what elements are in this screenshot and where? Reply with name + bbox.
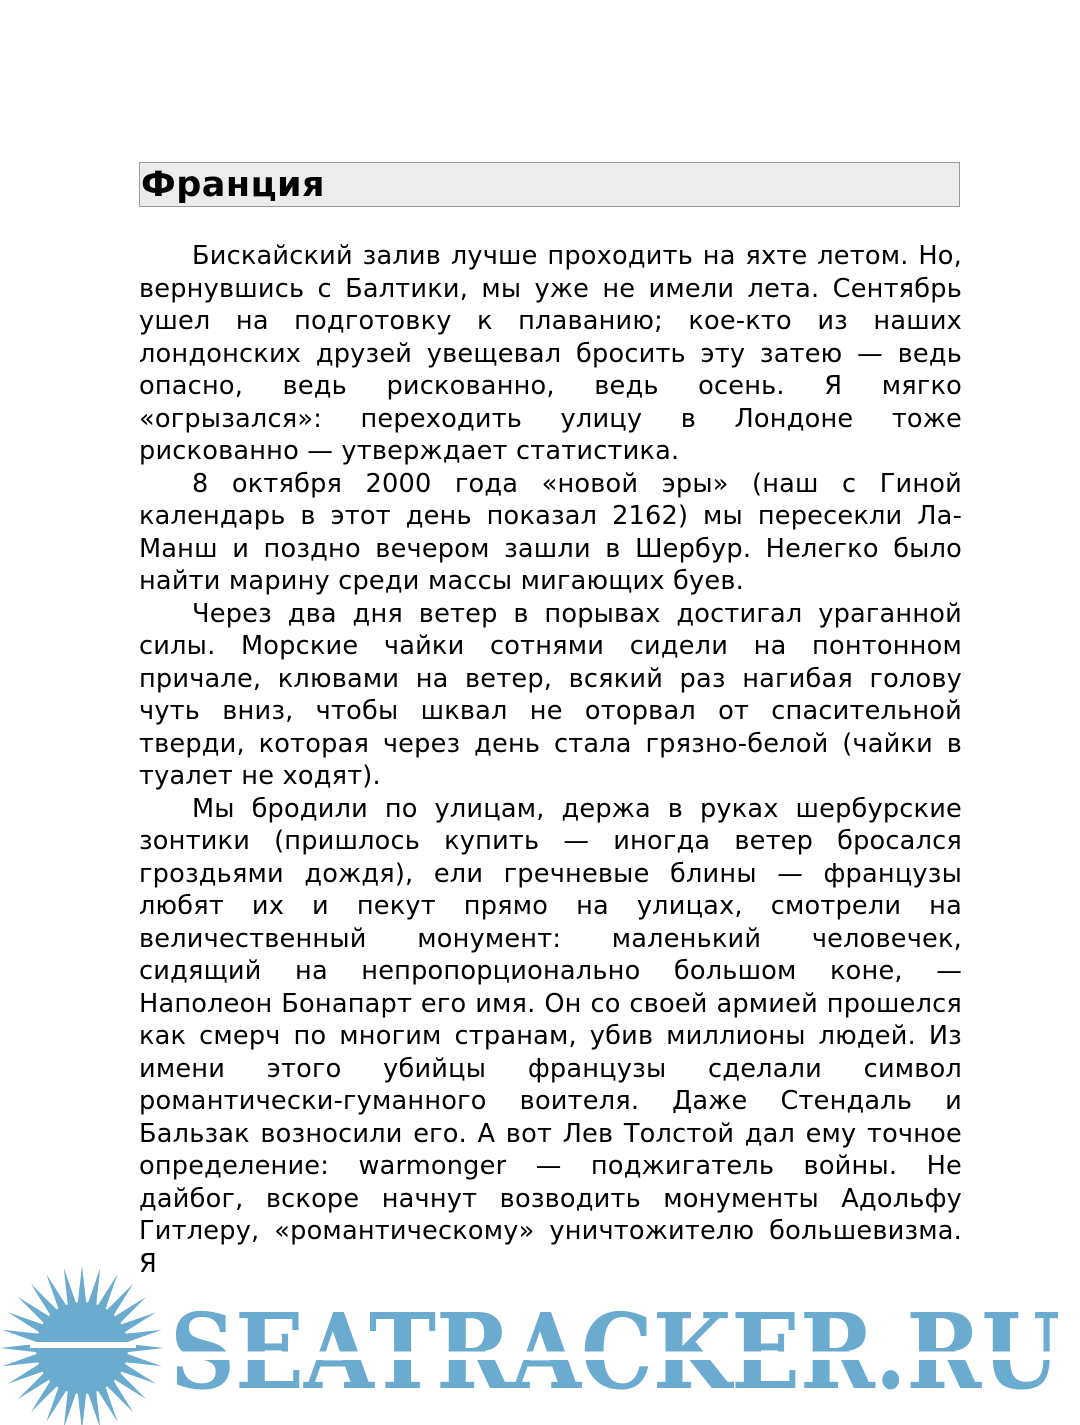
page-title: Франция — [141, 165, 326, 205]
sun-ray — [87, 1390, 100, 1425]
sun-ray — [78, 1392, 87, 1425]
sun-icon — [0, 1266, 164, 1425]
section-heading — [139, 162, 960, 207]
paragraph: 8 октября 2000 года «новой эры» (наш с Гиной календарь в этот день показал 2162) мы пересекли Ла-Манш и поздно вечером зашли в Шербур. Нелегко было найти марину среди массы мигающих буев. — [139, 468, 962, 596]
sun-ray — [2, 1330, 40, 1343]
sun-ray — [87, 1268, 100, 1306]
sun-ray — [124, 1353, 162, 1366]
sun-ray — [64, 1268, 77, 1306]
svg-text:SEATRACKER.RU: SEATRACKER.RU — [170, 1290, 1060, 1404]
sun-ray — [2, 1353, 40, 1366]
watermark-text — [170, 1284, 1070, 1404]
sun-ray — [124, 1330, 162, 1343]
sun-ray — [78, 1266, 87, 1304]
paragraph: Бискайский залив лучше проходить на яхте летом. Но, вернувшись с Балтики, мы уже не имели лета. Сентябрь ушел на подготовку к плаванию; кое-кто из наших лондонских друзей увещевал бросить эту затею — ведь опасно, ведь рискованно, ведь осень. Я мягко «огрызался»: переходить улицу в Лондоне тоже рискованно — утверждает статистика. — [139, 241, 962, 466]
paragraph: Мы бродили по улицам, держа в руках шербурские зонтики (пришлось купить — иногда ветер бросался гроздьями дождя), ели гречневые блины — французы любят их и пекут прямо на улицах, смотрели на величественный монумент: маленький человечек, сидящий на непропорционально большом коне, — Наполеон Бонапарт его имя. Он со своей армией прошелся как смерч по многим странам, убив миллионы людей. Из имени этого убийцы французы сделали символ романтически-гуманного воителя. Даже Стендаль и Бальзак возносили его. А вот Лев Толстой дал ему точное определение: warmonger — поджигатель войны. Не дайбог, вскоре начнут возводить монументы Адольфу Гитлеру, «романтическому» уничтожителю большевизма. Я — [139, 793, 962, 1279]
sun-ray — [64, 1390, 77, 1425]
body-text — [139, 240, 962, 1280]
paragraph: Через два дня ветер в порывах достигал ураганной силы. Морские чайки сотнями сидели на понтонном причале, клювами на ветер, всякий раз нагибая голову чуть вниз, чтобы шквал не оторвал от спасительной тверди, которая через день стала грязно-белой (чайки в туалет не ходят). — [139, 598, 962, 791]
